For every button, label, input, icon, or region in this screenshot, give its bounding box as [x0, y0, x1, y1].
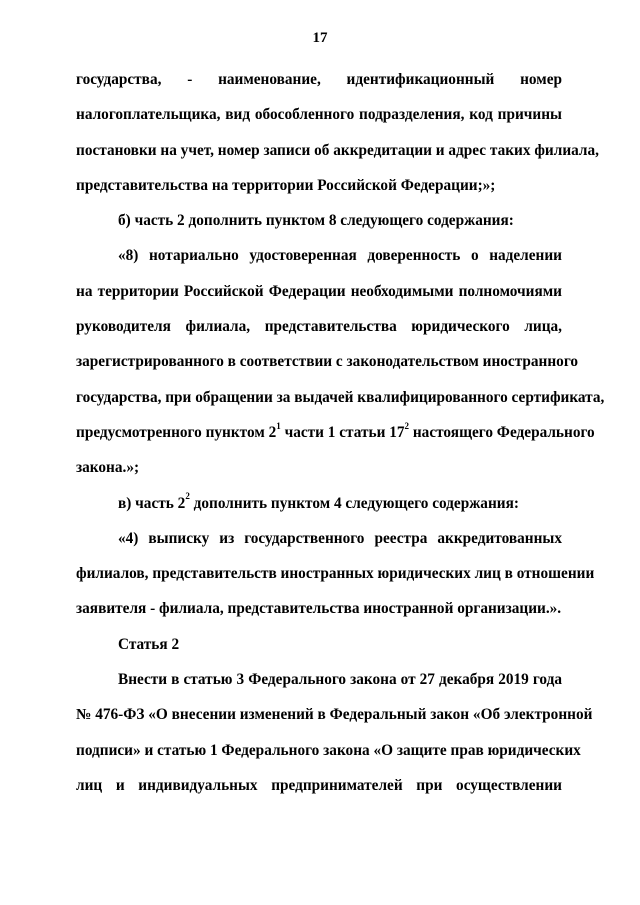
- text-fragment: предусмотренного пунктом 2: [76, 423, 277, 441]
- text-line: представительства на территории Российской Федерации;»;: [76, 176, 496, 194]
- text-line: Внести в статью 3 Федерального закона от 27 декабря 2019 года: [118, 671, 562, 689]
- paragraph-4: [76, 486, 562, 521]
- text-line: б) часть 2 дополнить пунктом 8 следующего содержания:: [118, 212, 514, 230]
- page-number: 17: [312, 30, 328, 46]
- heading-text: Статья 2: [118, 635, 180, 653]
- text-line: государства, при обращении за выдачей квалифицированного сертификата,: [76, 388, 605, 406]
- superscript: 2: [185, 491, 190, 502]
- text-line: филиалов, представительств иностранных юридических лиц в отношении: [76, 565, 595, 583]
- paragraph-3: [76, 238, 605, 485]
- text-line: руководителя филиала, представительства юридического лица,: [76, 318, 562, 336]
- paragraph-6: [76, 662, 593, 803]
- paragraph-1: [76, 62, 599, 203]
- document-body: [76, 62, 605, 803]
- text-line: лиц и индивидуальных предпринимателей при осуществлении: [76, 776, 562, 794]
- text-line: налогоплательщика, вид обособленного подразделения, код причины: [76, 106, 562, 124]
- text-fragment: части 1 статьи 17: [280, 423, 405, 441]
- text-line: закона.»;: [76, 459, 140, 477]
- text-line: [76, 486, 562, 521]
- text-fragment: в) часть 2: [118, 494, 186, 512]
- text-line: подписи» и статью 1 Федерального закона «О защите прав юридических: [76, 741, 581, 759]
- text-fragment: настоящего Федерального: [409, 423, 595, 441]
- text-line: государства, - наименование, идентификационный номер: [76, 71, 562, 88]
- superscript: 1: [276, 420, 281, 431]
- text-line: [76, 415, 595, 450]
- text-line: на территории Российской Федерации необходимыми полномочиями: [76, 282, 562, 300]
- paragraph-2: [76, 203, 562, 238]
- text-line: заявителя - филиала, представительства иностранной организации.».: [76, 600, 562, 618]
- text-fragment: дополнить пунктом 4 следующего содержания:: [189, 494, 519, 512]
- article-heading: [76, 627, 562, 662]
- text-line: постановки на учет, номер записи об аккредитации и адрес таких филиала,: [76, 141, 599, 159]
- text-line: «4) выписку из государственного реестра аккредитованных: [118, 529, 562, 547]
- superscript: 2: [404, 420, 410, 431]
- text-line: № 476-ФЗ «О внесении изменений в Федеральный закон «Об электронной: [76, 706, 593, 724]
- paragraph-5: [76, 521, 595, 627]
- text-line: «8) нотариально удостоверенная доверенность о наделении: [118, 247, 562, 265]
- text-line: зарегистрированного в соответствии с законодательством иностранного: [76, 353, 579, 371]
